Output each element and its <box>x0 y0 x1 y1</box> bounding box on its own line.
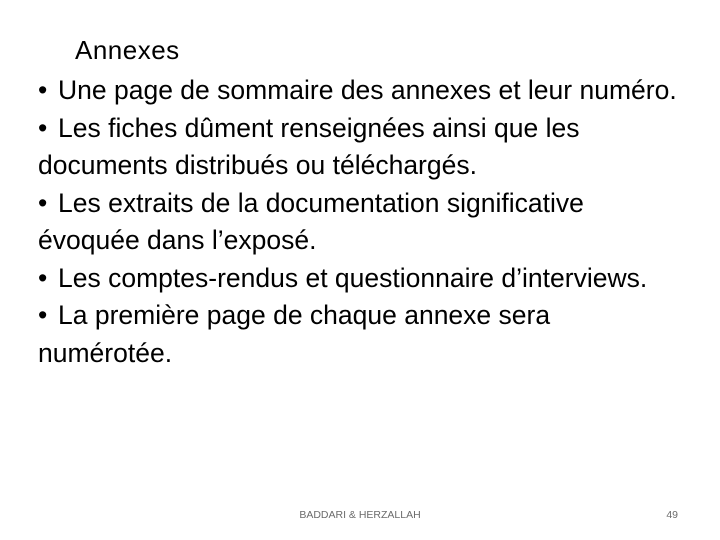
bullet-icon: • <box>38 75 48 105</box>
bullet-icon: • <box>38 187 48 218</box>
bullet-item <box>38 260 678 298</box>
bullet-text: Les extraits de la documentation significative évoquée dans l’exposé. <box>38 187 584 255</box>
bullet-text: Les comptes-rendus et questionnaire d’interviews. <box>58 262 648 293</box>
page-number: 49 <box>666 509 678 521</box>
bullet-icon: • <box>38 112 48 143</box>
bullet-text: La première page de chaque annexe sera numérotée. <box>38 300 551 368</box>
bullet-list <box>38 72 678 372</box>
bullet-item <box>38 297 678 372</box>
bullet-text: Une page de sommaire des annexes et leur numéro. <box>58 75 677 105</box>
slide-title: Annexes <box>75 35 180 65</box>
bullet-item <box>38 72 678 110</box>
bullet-text: Les fiches dûment renseignées ainsi que les documents distribués ou téléchargés. <box>38 112 580 180</box>
footer-authors: BADDARI & HERZALLAH <box>299 509 421 521</box>
bullet-item <box>38 185 678 260</box>
bullet-icon: • <box>38 262 48 293</box>
bullet-icon: • <box>38 300 48 330</box>
bullet-item <box>38 110 678 185</box>
